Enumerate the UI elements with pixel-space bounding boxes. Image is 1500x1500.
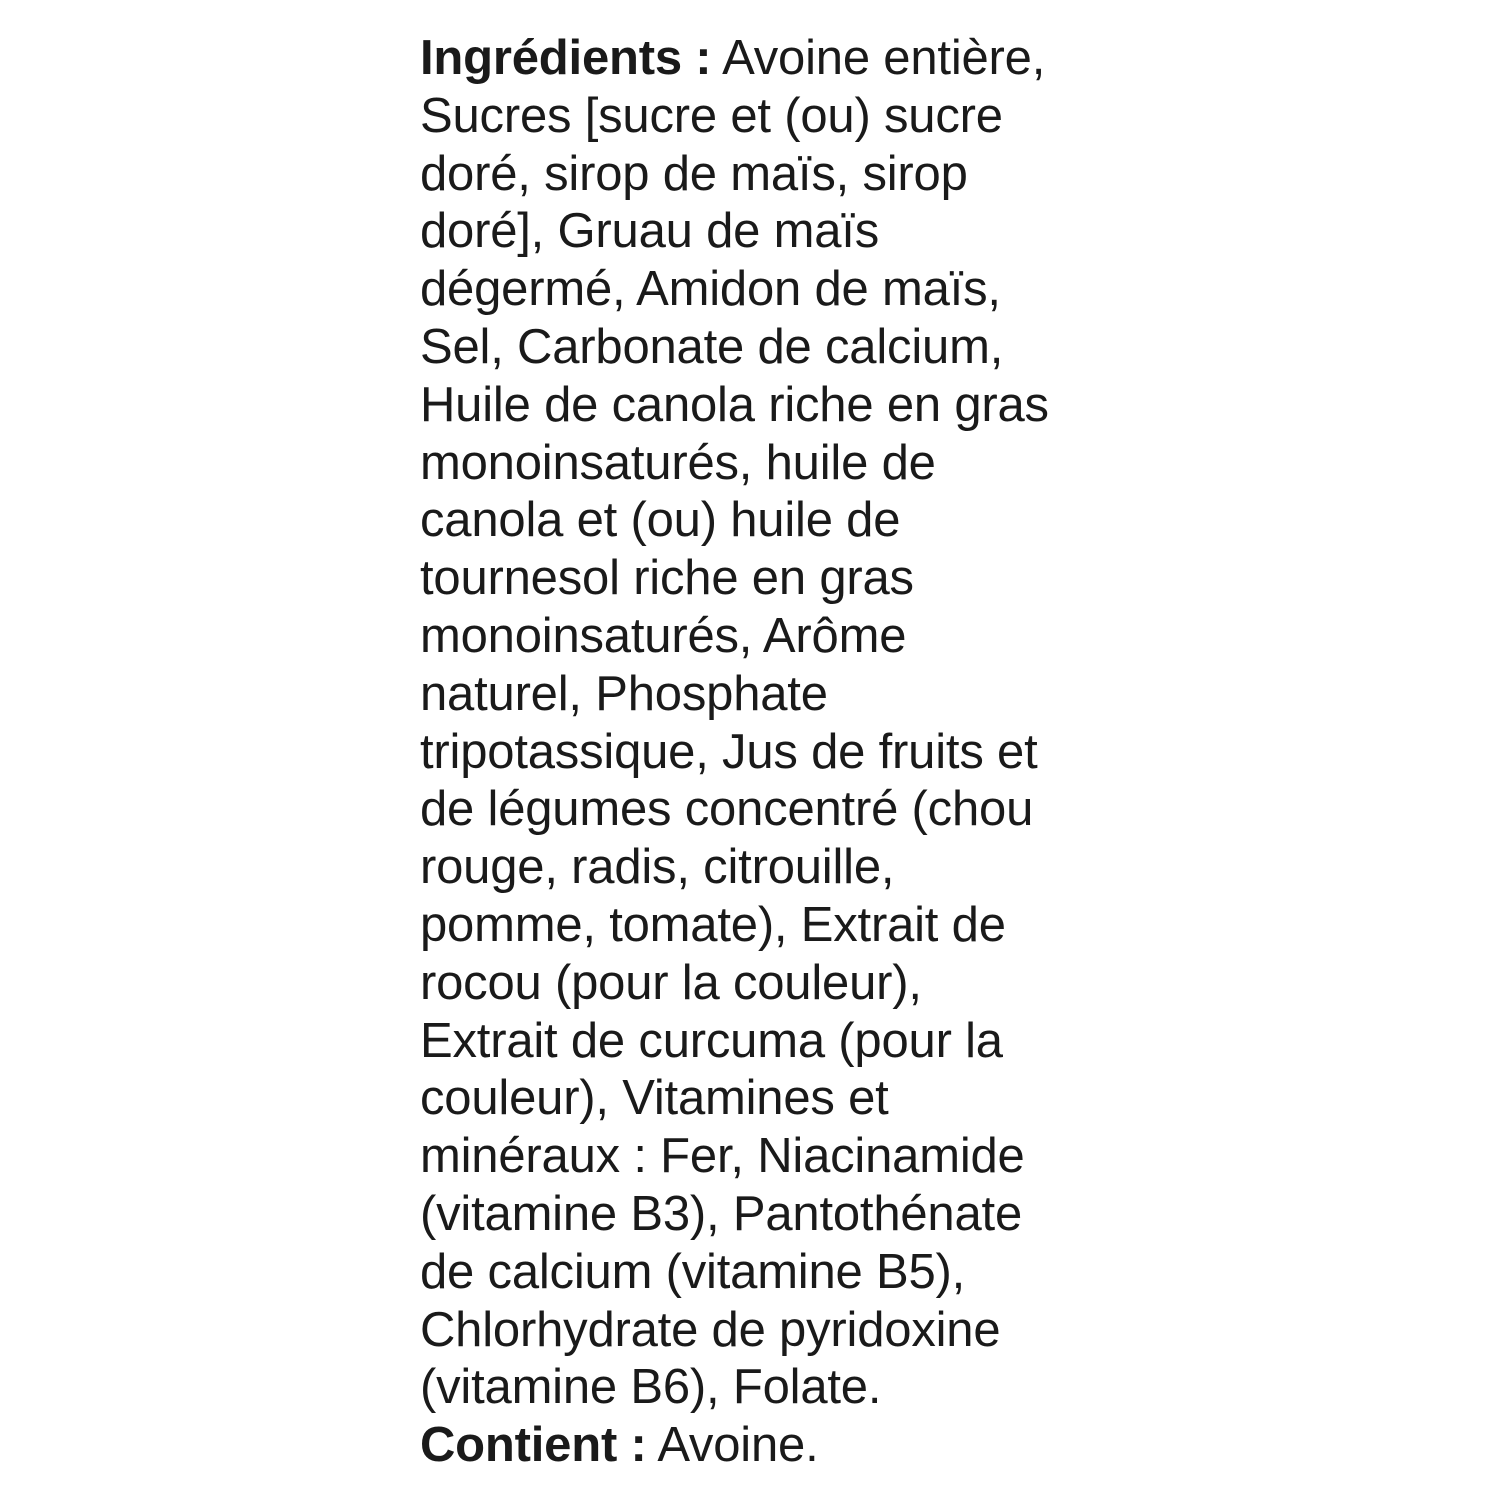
- ingredients-line: Avoine entière,: [711, 31, 1046, 85]
- ingredients-line: Extrait de curcuma (pour la: [420, 1013, 1003, 1068]
- ingredients-line: (vitamine B3), Pantothénate: [420, 1186, 1023, 1241]
- ingredients-line: Chlorhydrate de pyridoxine: [420, 1302, 1001, 1357]
- ingredients-line: rocou (pour la couleur),: [420, 955, 922, 1010]
- ingredients-line: de légumes concentré (chou: [420, 782, 1034, 837]
- ingredients-line: couleur), Vitamines et: [420, 1071, 889, 1126]
- ingredients-line: Sel, Carbonate de calcium,: [420, 319, 1004, 374]
- ingredients-line: (vitamine B6), Folate.: [420, 1360, 882, 1415]
- ingredients-line: monoinsaturés, huile de: [420, 435, 936, 490]
- ingredients-line: minéraux : Fer, Niacinamide: [420, 1129, 1025, 1184]
- ingredients-line: tournesol riche en gras: [420, 551, 914, 606]
- contains-line: [420, 1417, 1420, 1475]
- ingredients-line: rouge, radis, citrouille,: [420, 840, 895, 895]
- ingredients-line: canola et (ou) huile de: [420, 493, 901, 548]
- ingredient-label: [420, 30, 1420, 1475]
- ingredients-line: naturel, Phosphate: [420, 666, 828, 721]
- ingredients-heading: Ingrédients :: [420, 31, 712, 85]
- ingredients-line: Huile de canola riche en gras: [420, 377, 1049, 432]
- contains-text: Avoine.: [646, 1418, 819, 1473]
- ingredients-first-line: [420, 30, 1420, 88]
- ingredients-line: de calcium (vitamine B5),: [420, 1244, 966, 1299]
- ingredients-line: pomme, tomate), Extrait de: [420, 897, 1006, 952]
- ingredients-line: doré], Gruau de maïs: [420, 204, 880, 259]
- ingredients-line: doré, sirop de maïs, sirop: [420, 146, 968, 201]
- ingredients-line: monoinsaturés, Arôme: [420, 608, 907, 663]
- ingredients-line: dégermé, Amidon de maïs,: [420, 262, 1001, 317]
- ingredients-line: tripotassique, Jus de fruits et: [420, 724, 1038, 779]
- ingredients-line: Sucres [sucre et (ou) sucre: [420, 88, 1003, 143]
- contains-heading: Contient :: [420, 1418, 647, 1473]
